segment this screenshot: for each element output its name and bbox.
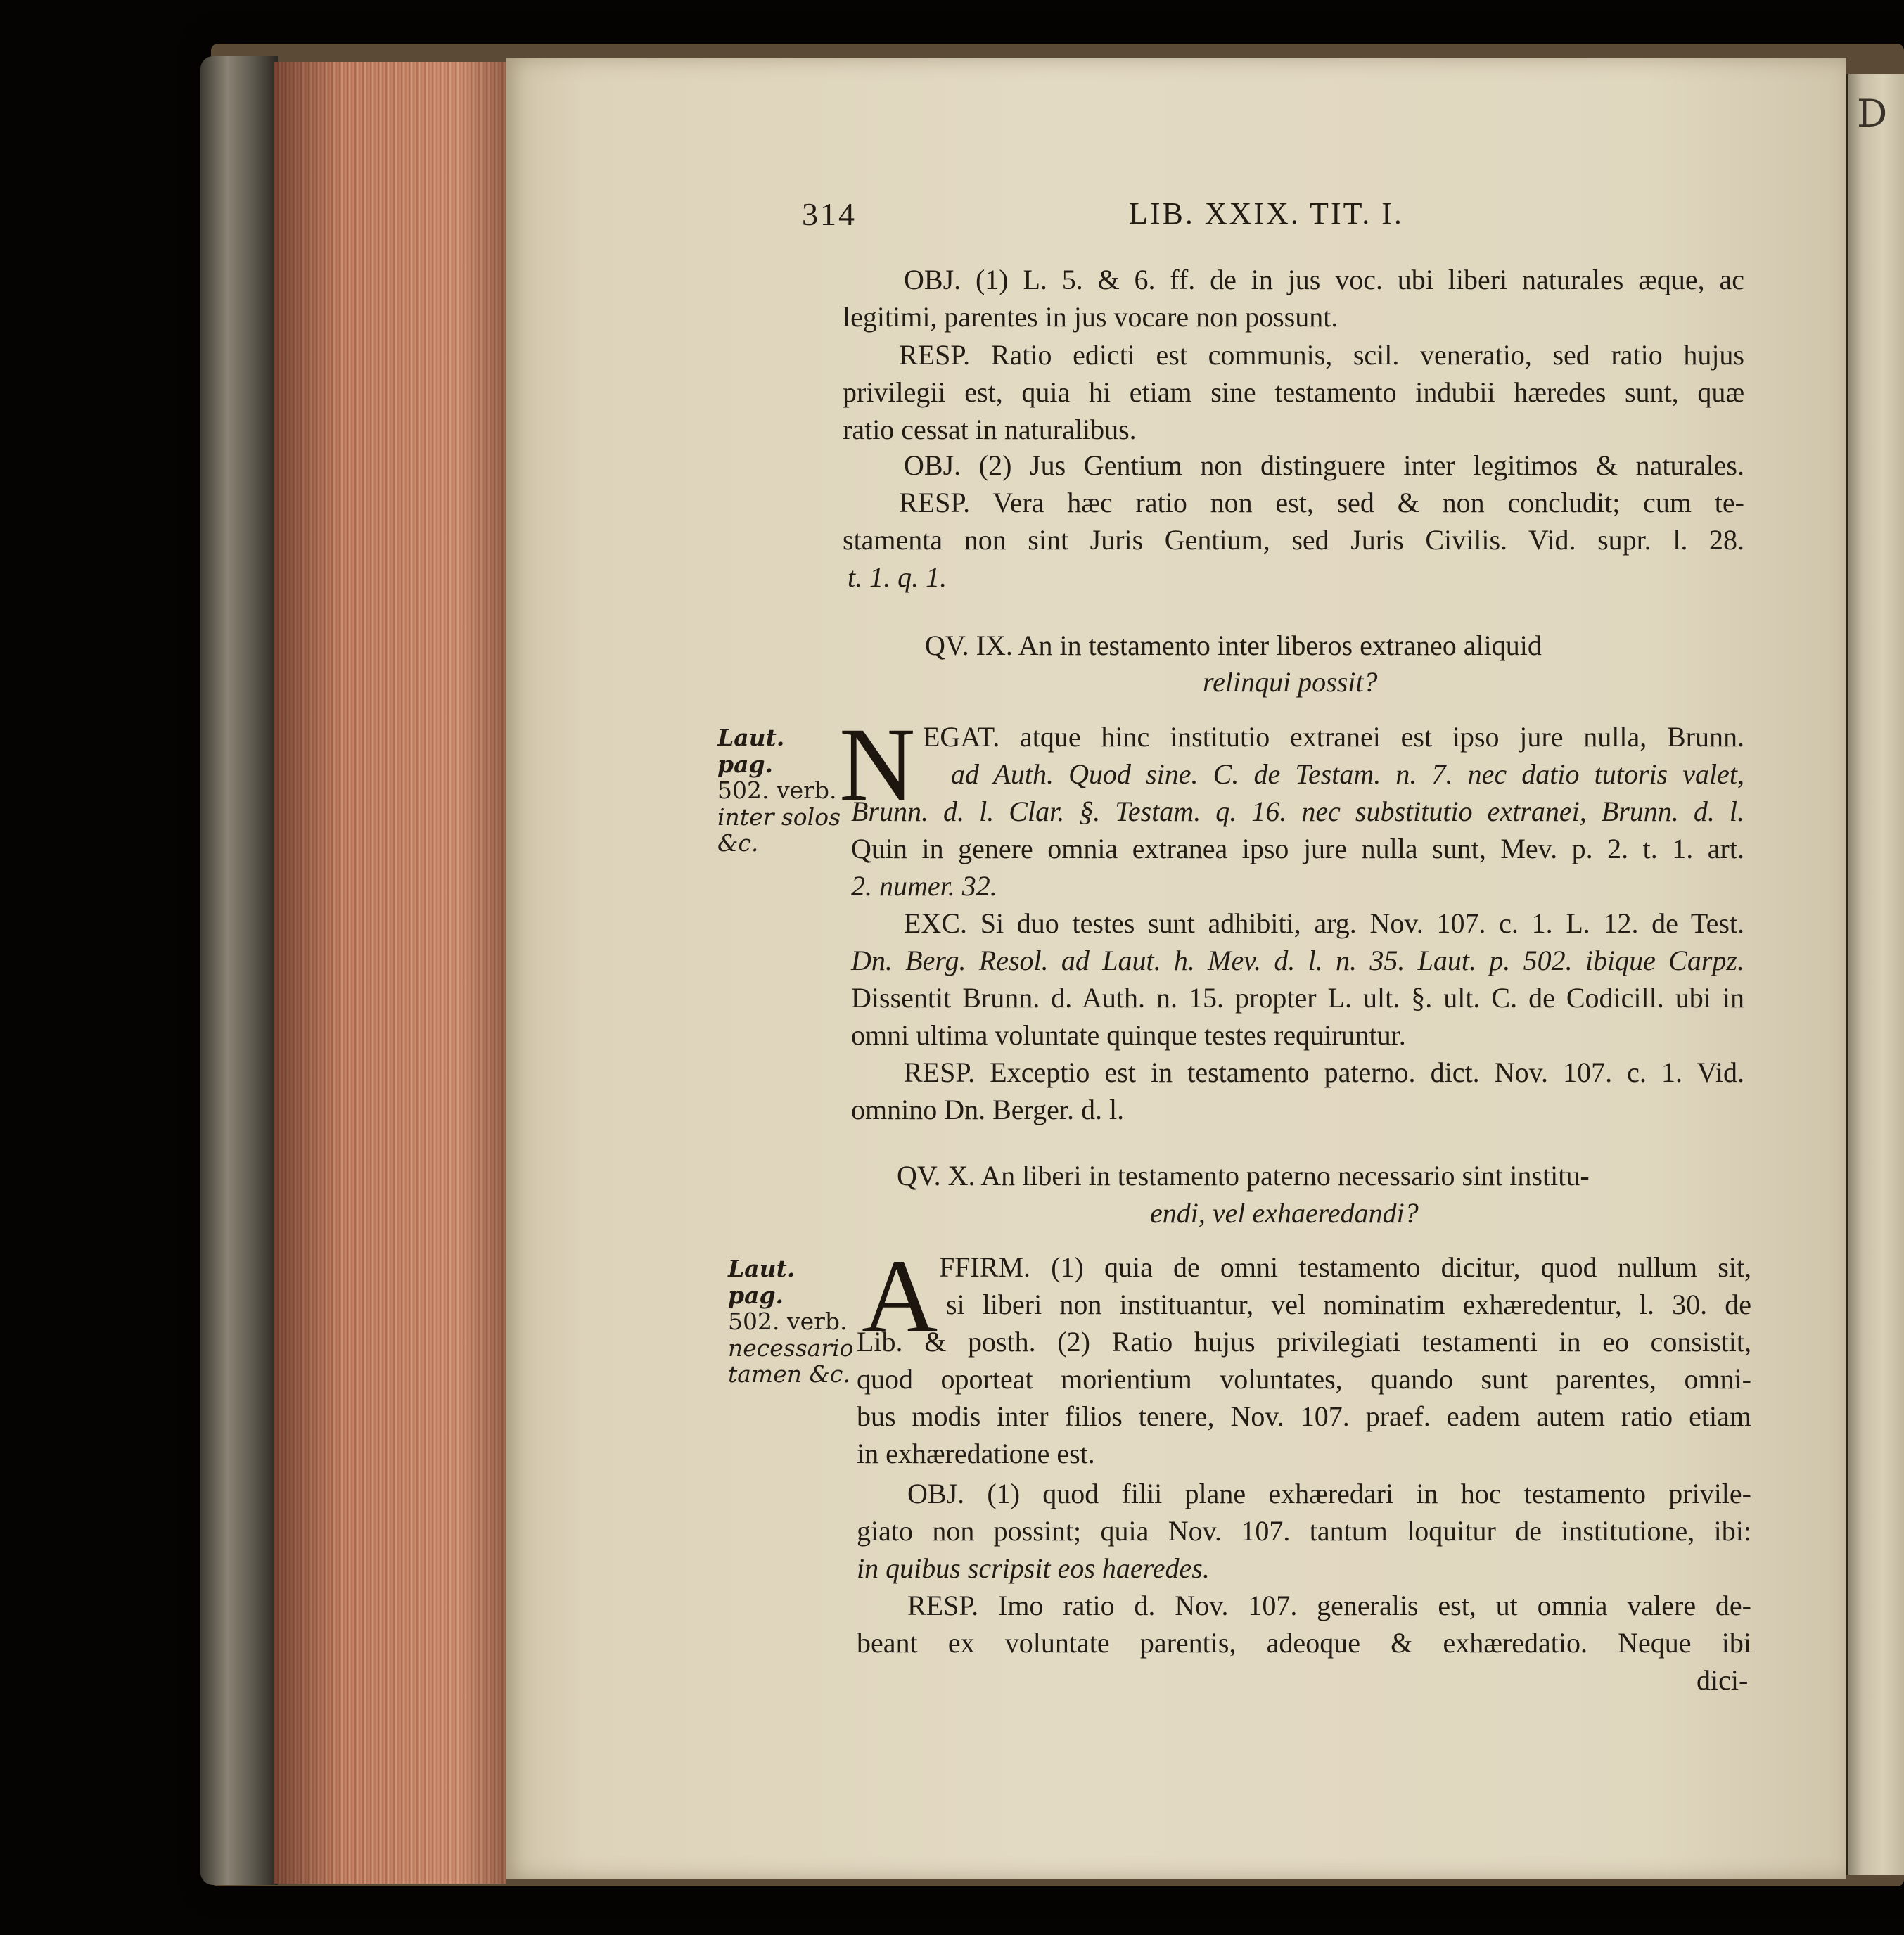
- margin-note-line: Laut. pag.: [717, 724, 785, 778]
- margin-note-line: &c.: [717, 829, 759, 857]
- text-line: EGAT. atque hinc institutio extranei est ipso jure nulla, Brunn.: [923, 721, 1744, 753]
- question-heading-cont: relinqui possit?: [1203, 666, 1378, 698]
- margin-note-line: 502. verb.: [717, 777, 837, 805]
- text-line: FFIRM. (1) quia de omni testamento dicitur, quod nullum sit,: [939, 1251, 1751, 1283]
- text-line: OBJ. (1) quod filii plane exhæredari in hoc testamento privile-: [907, 1478, 1751, 1509]
- text-line: beant ex voluntate parentis, adeoque & exhæredatio. Neque ibi: [857, 1627, 1751, 1659]
- text-line: Lib. & posth. (2) Ratio hujus privilegiati testamenti in eo consistit,: [857, 1326, 1751, 1358]
- text-line: OBJ. (1) L. 5. & 6. ff. de in jus voc. ubi liberi naturales æque, ac: [904, 264, 1744, 295]
- question-heading: QV. IX. An in testamento inter liberos extraneo aliquid: [925, 630, 1542, 661]
- margin-note-line: Laut. pag.: [728, 1255, 796, 1309]
- text-line: giato non possint; quia Nov. 107. tantum loquitur de institutione, ibi:: [857, 1515, 1751, 1547]
- cover-edge: [200, 56, 278, 1885]
- drop-cap: A: [862, 1238, 938, 1355]
- text-line: 2. numer. 32.: [851, 870, 997, 902]
- text-line: stamenta non sint Juris Gentium, sed Juris Civilis. Vid. supr. l. 28.: [843, 524, 1744, 556]
- text-line: Quin in genere omnia extranea ipso jure nulla sunt, Mev. p. 2. t. 1. art.: [851, 833, 1744, 864]
- text-line: ratio cessat in naturalibus.: [843, 414, 1137, 445]
- text-line: RESP. Ratio edicti est communis, scil. veneratio, sed ratio hujus: [899, 339, 1744, 371]
- text-line: si liberi non instituantur, vel nominatim exhæredentur, l. 30. de: [946, 1289, 1751, 1320]
- text-line: ad Auth. Quod sine. C. de Testam. n. 7. nec datio tutoris valet,: [951, 758, 1744, 790]
- text-line: quod oporteat morientium voluntates, quando sunt parentes, omni-: [857, 1363, 1751, 1395]
- text-line: legitimi, parentes in jus vocare non possunt.: [843, 301, 1338, 333]
- text-line: Dissentit Brunn. d. Auth. n. 15. propter L. ult. §. ult. C. de Codicill. ubi in: [851, 982, 1744, 1014]
- text-line: omnino Dn. Berger. d. l.: [851, 1094, 1125, 1125]
- margin-note-line: inter solos: [717, 803, 841, 831]
- text-line: Dn. Berg. Resol. ad Laut. h. Mev. d. l. n. 35. Laut. p. 502. ibique Carpz.: [851, 945, 1744, 976]
- text-line: bus modis inter filios tenere, Nov. 107. praef. eadem autem ratio etiam: [857, 1400, 1751, 1432]
- margin-note-line: tamen &c.: [728, 1360, 850, 1388]
- text-line: EXC. Si duo testes sunt adhibiti, arg. Nov. 107. c. 1. L. 12. de Test.: [904, 907, 1744, 939]
- page-number: 314: [802, 196, 857, 232]
- text-line: OBJ. (2) Jus Gentium non distinguere inter legitimos & naturales.: [904, 449, 1744, 481]
- running-title: LIB. XXIX. TIT. I.: [1129, 196, 1404, 231]
- text-line: RESP. Vera hæc ratio non est, sed & non concludit; cum te-: [899, 487, 1744, 518]
- text-line: omni ultima voluntate quinque testes requiruntur.: [851, 1019, 1406, 1051]
- catchword: dici-: [1697, 1664, 1749, 1696]
- margin-note-line: necessario: [728, 1334, 854, 1362]
- text-line: RESP. Exceptio est in testamento paterno. dict. Nov. 107. c. 1. Vid.: [904, 1056, 1744, 1088]
- text-line: in exhæredatione est.: [857, 1438, 1095, 1469]
- facing-page-fragment: D: [1857, 91, 1888, 136]
- text-line: in quibus scripsit eos haeredes.: [857, 1552, 1210, 1584]
- text-line: RESP. Imo ratio d. Nov. 107. generalis est, ut omnia valere de-: [907, 1590, 1751, 1621]
- margin-note: [728, 1256, 855, 1388]
- question-heading-cont: endi, vel exhaeredandi?: [1150, 1197, 1419, 1229]
- text-line: privilegii est, quia hi etiam sine testamento indubii hæredes sunt, quæ: [843, 376, 1744, 408]
- question-heading: QV. X. An liberi in testamento paterno necessario sint institu-: [897, 1160, 1590, 1192]
- text-line: Brunn. d. l. Clar. §. Testam. q. 16. nec substitutio extranei, Brunn. d. l.: [851, 796, 1744, 827]
- text-line: t. 1. q. 1.: [848, 561, 947, 593]
- drop-cap: N: [839, 706, 916, 823]
- page-edges: [274, 62, 506, 1884]
- facing-page-edge: [1846, 74, 1904, 1875]
- margin-note: [717, 724, 848, 857]
- margin-note-line: 502. verb.: [728, 1308, 848, 1336]
